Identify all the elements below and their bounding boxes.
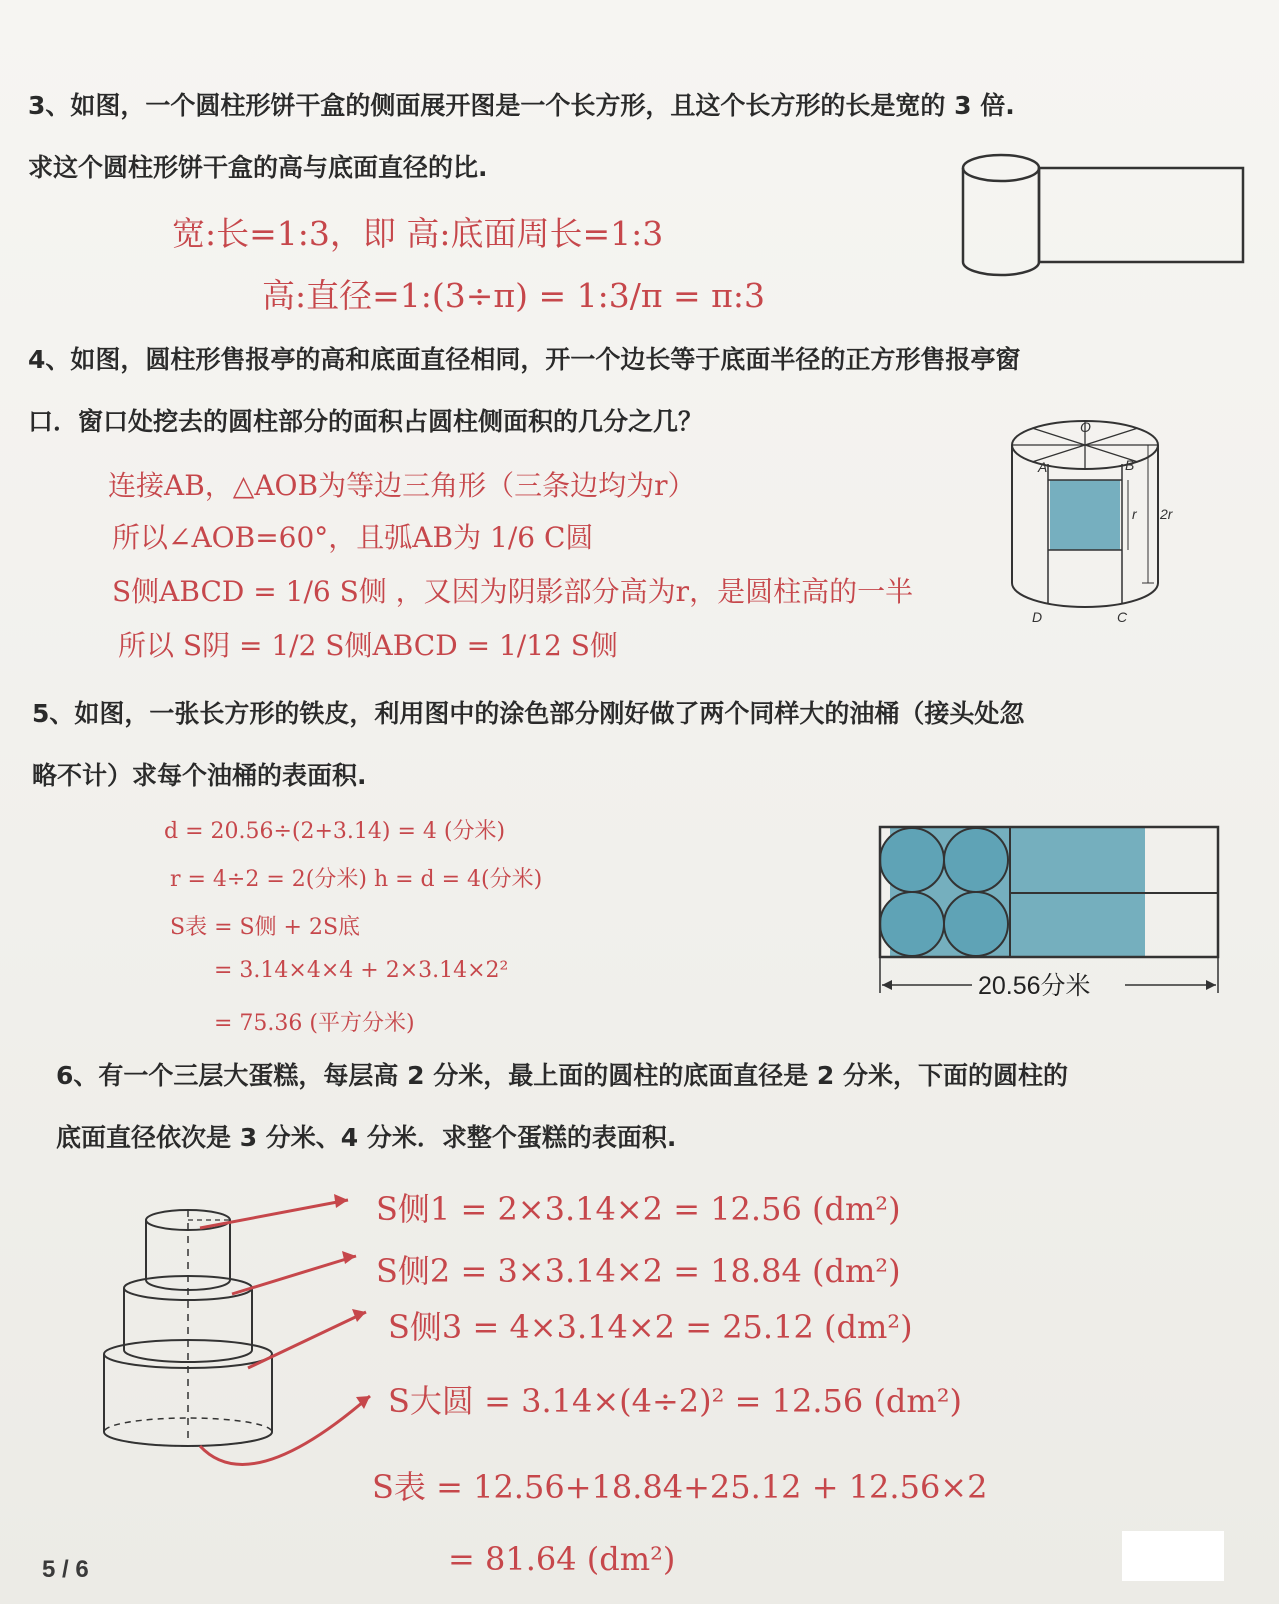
q4-label-b: B — [1125, 457, 1135, 473]
q4-kiosk-cylinder-figure — [1010, 418, 1200, 638]
q5-text-line2: 略不计）求每个油桶的表面积. — [32, 761, 367, 790]
q6-answer-line6: = 81.64 (dm²) — [448, 1540, 676, 1578]
q5-figure-label: 20.56分米 — [978, 972, 1091, 1000]
q6-answer-line3: S侧3 = 4×3.14×2 = 25.12 (dm²) — [388, 1308, 913, 1346]
q4-answer-line1: 连接AB，△AOB为等边三角形（三条边均为r） — [108, 469, 696, 502]
q6-answer-line2: S侧2 = 3×3.14×2 = 18.84 (dm²) — [376, 1252, 901, 1290]
q4-label-2r: 2r — [1160, 506, 1173, 522]
q5-answer-line1: d = 20.56÷(2+3.14) = 4 (分米) — [164, 819, 506, 844]
q6-text-line1: 6、有一个三层大蛋糕，每层高 2 分米，最上面的圆柱的底面直径是 2 分米，下面的圆柱的 — [56, 1061, 1069, 1090]
q4-answer-line2: 所以∠AOB=60°，且弧AB为 1/6 C圆 — [112, 521, 594, 554]
q6-answer-line1: S侧1 = 2×3.14×2 = 12.56 (dm²) — [376, 1190, 901, 1228]
q4-answer-line4: 所以 S阴 = 1/2 S侧ABCD = 1/12 S侧 — [118, 629, 618, 662]
q6-answer-line5: S表 = 12.56+18.84+25.12 + 12.56×2 — [372, 1468, 988, 1506]
q5-answer-line5: = 75.36 (平方分米) — [214, 1011, 415, 1036]
q5-answer-line3: S表 = S侧 + 2S底 — [170, 915, 361, 940]
q4-text-line1: 4、如图，圆柱形售报亭的高和底面直径相同，开一个边长等于底面半径的正方形售报亭窗 — [28, 345, 1021, 374]
q4-text-line2: 口．窗口处挖去的圆柱部分的面积占圆柱侧面积的几分之几？ — [28, 407, 704, 436]
q4-label-c: C — [1117, 609, 1128, 625]
q6-text-line2: 底面直径依次是 3 分米、4 分米．求整个蛋糕的表面积. — [56, 1123, 677, 1152]
q4-label-a: A — [1038, 459, 1048, 475]
q4-label-o: O — [1080, 419, 1091, 435]
q3-cylinder-net-figure — [960, 140, 1250, 290]
q5-answer-line2: r = 4÷2 = 2(分米) h = d = 4(分米) — [170, 867, 543, 892]
q4-label-d: D — [1032, 609, 1043, 625]
q3-answer-line1: 宽:长=1:3，即 高:底面周长=1:3 — [172, 214, 664, 253]
q5-answer-line4: = 3.14×4×4 + 2×3.14×2² — [214, 958, 509, 983]
q4-label-r: r — [1132, 506, 1137, 522]
q3-answer-line2: 高:直径=1:(3÷π) = 1:3/π = π:3 — [262, 276, 765, 315]
q6-answer-line4: S大圆 = 3.14×(4÷2)² = 12.56 (dm²) — [388, 1382, 963, 1420]
q5-text-line1: 5、如图，一张长方形的铁皮，利用图中的涂色部分刚好做了两个同样大的油桶（接头处忽 — [32, 699, 1025, 728]
q4-answer-line3: S侧ABCD = 1/6 S侧 ，又因为阴影部分高为r，是圆柱高的一半 — [112, 575, 914, 608]
q3-text-line2: 求这个圆柱形饼干盒的高与底面直径的比. — [28, 153, 488, 182]
page-number: 5 / 6 — [42, 1556, 89, 1583]
q5-tin-sheet-figure — [880, 825, 1230, 1005]
corner-white-patch — [1122, 1531, 1224, 1581]
q3-text-line1: 3、如图，一个圆柱形饼干盒的侧面展开图是一个长方形，且这个长方形的长是宽的 3 倍. — [28, 91, 1015, 120]
q6-cake-figure — [100, 1200, 380, 1500]
